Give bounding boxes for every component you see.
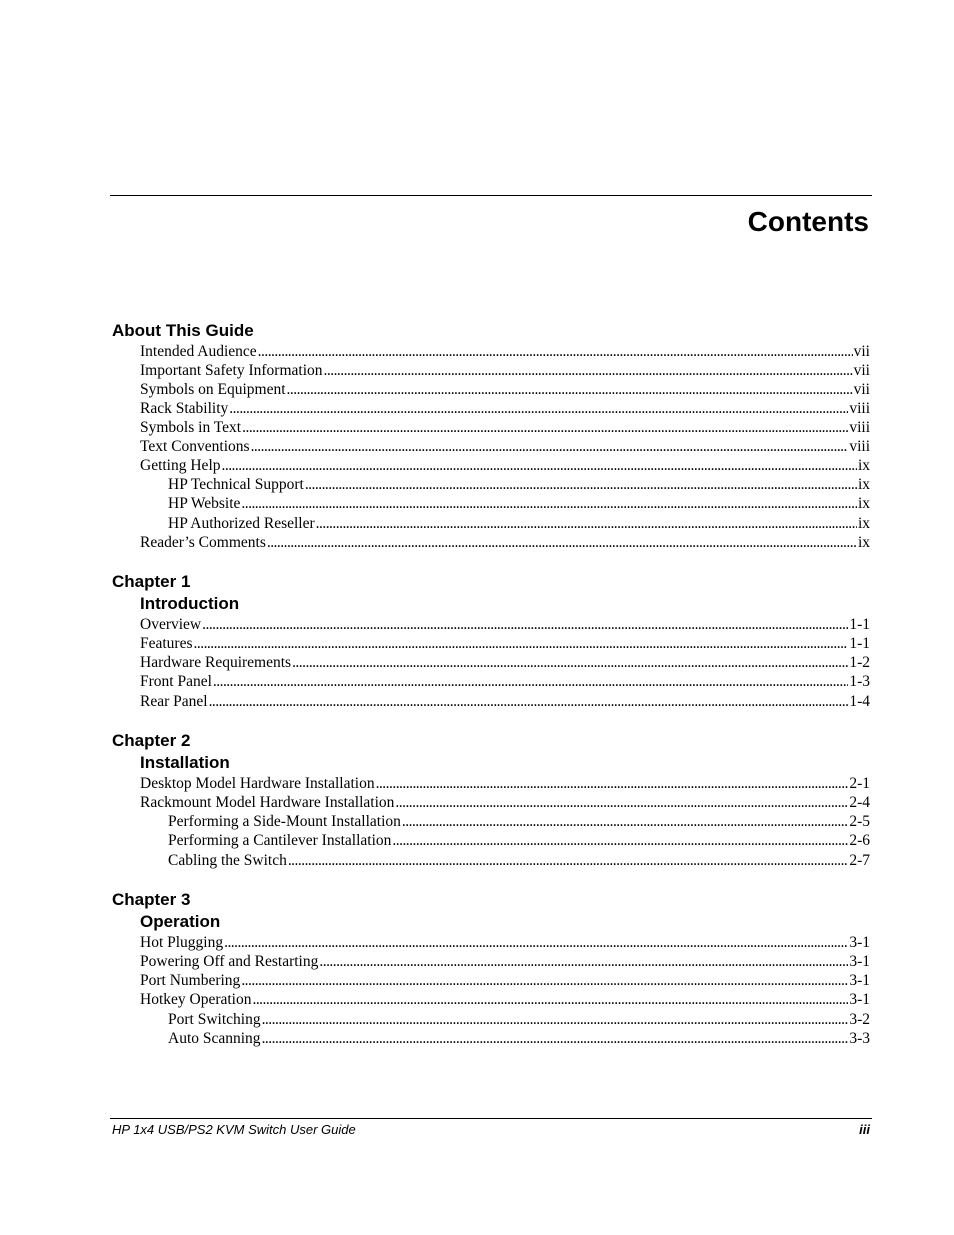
toc-entry-label: Overview	[140, 616, 202, 633]
toc-entry-page: 2-4	[849, 794, 870, 811]
dot-leader	[202, 615, 848, 634]
toc-entry-page: 3-1	[849, 972, 870, 989]
toc-entry-page: ix	[857, 534, 870, 551]
toc-entry-page: 3-1	[849, 934, 870, 951]
dot-leader	[288, 851, 849, 870]
toc-entry-label: Hotkey Operation	[140, 991, 252, 1008]
toc-entry-label: Desktop Model Hardware Installation	[140, 775, 375, 792]
toc-entry-label: Rear Panel	[140, 693, 208, 710]
toc-entry-front-panel[interactable]	[140, 672, 870, 691]
toc-entry-label: Port Switching	[168, 1011, 261, 1028]
toc-entry-getting-help[interactable]	[140, 456, 870, 475]
dot-leader	[213, 672, 848, 691]
toc-entry-rack-stability[interactable]	[140, 399, 870, 418]
dot-leader	[252, 990, 848, 1009]
chapter-1-title: Introduction	[140, 594, 240, 613]
toc-entry-label: Performing a Side-Mount Installation	[168, 813, 401, 830]
footer-page-number: iii	[859, 1122, 870, 1137]
toc-entry-page: 2-7	[849, 852, 870, 869]
chapter-1-label: Chapter 1	[112, 572, 191, 591]
toc-entry-port-switching[interactable]	[168, 1010, 870, 1029]
toc-entry-label: Port Numbering	[140, 972, 241, 989]
toc-entry-desktop-model-hardware-installation[interactable]	[140, 774, 870, 793]
toc-entry-overview[interactable]	[140, 615, 870, 634]
toc-entry-label: Important Safety Information	[140, 362, 323, 379]
toc-entry-intended-audience[interactable]	[140, 342, 870, 361]
dot-leader	[194, 634, 849, 653]
page-title: Contents	[747, 206, 869, 237]
dot-leader	[242, 418, 848, 437]
toc-entry-page: viii	[849, 400, 870, 417]
toc-entry-hp-technical-support[interactable]	[168, 475, 870, 494]
toc-entry-label: Getting Help	[140, 457, 221, 474]
toc-entry-label: Features	[140, 635, 193, 652]
toc-entry-label: Hot Plugging	[140, 934, 224, 951]
toc-entry-symbols-on-equipment[interactable]	[140, 380, 870, 399]
toc-entry-features[interactable]	[140, 634, 870, 653]
dot-leader	[324, 361, 853, 380]
toc-entry-label: Text Conventions	[140, 438, 250, 455]
toc-entry-label: Symbols on Equipment	[140, 381, 286, 398]
dot-leader	[402, 812, 848, 831]
toc-entry-page: 1-4	[849, 693, 870, 710]
toc-entry-side-mount-installation[interactable]	[168, 812, 870, 831]
toc-entry-label: Cabling the Switch	[168, 852, 287, 869]
toc-entry-label: Hardware Requirements	[140, 654, 292, 671]
toc-entry-hot-plugging[interactable]	[140, 933, 870, 952]
toc-entry-powering-off-and-restarting[interactable]	[140, 952, 870, 971]
toc-entry-rear-panel[interactable]	[140, 692, 870, 711]
toc-entry-label: Rackmount Model Hardware Installation	[140, 794, 395, 811]
dot-leader	[241, 494, 857, 513]
toc-entry-symbols-in-text[interactable]	[140, 418, 870, 437]
dot-leader	[258, 342, 853, 361]
toc-entry-readers-comments[interactable]	[140, 533, 870, 552]
toc-entry-label: HP Authorized Reseller	[168, 515, 315, 532]
toc-entry-hp-website[interactable]	[168, 494, 870, 513]
toc-entry-page: ix	[857, 476, 870, 493]
dot-leader	[316, 514, 857, 533]
toc-entry-port-numbering[interactable]	[140, 971, 870, 990]
toc-entry-hotkey-operation[interactable]	[140, 990, 870, 1009]
toc-entry-page: ix	[857, 457, 870, 474]
toc-entry-label: Performing a Cantilever Installation	[168, 832, 392, 849]
toc-entry-page: 3-2	[849, 1011, 870, 1028]
toc-entry-label: HP Technical Support	[168, 476, 304, 493]
dot-leader	[251, 437, 849, 456]
dot-leader	[319, 952, 848, 971]
toc-entry-text-conventions[interactable]	[140, 437, 870, 456]
chapter-3-title: Operation	[140, 912, 221, 931]
dot-leader	[305, 475, 857, 494]
toc-entry-page: vii	[853, 381, 870, 398]
toc-entry-auto-scanning[interactable]	[168, 1029, 870, 1048]
toc-entry-label: Intended Audience	[140, 343, 257, 360]
toc-entry-cabling-the-switch[interactable]	[168, 851, 870, 870]
dot-leader	[262, 1010, 849, 1029]
toc-entry-page: viii	[849, 419, 870, 436]
toc-entry-page: 1-2	[849, 654, 870, 671]
toc-entry-page: 3-1	[849, 991, 870, 1008]
toc-entry-page: ix	[857, 515, 870, 532]
toc-entry-page: 2-1	[849, 775, 870, 792]
dot-leader	[262, 1029, 849, 1048]
toc-entry-page: 3-3	[849, 1030, 870, 1047]
footer-document-title: HP 1x4 USB/PS2 KVM Switch User Guide	[112, 1122, 356, 1137]
toc-entry-page: 3-1	[849, 953, 870, 970]
dot-leader	[292, 653, 848, 672]
chapter-2-title: Installation	[140, 753, 230, 772]
toc-entry-page: 1-1	[849, 616, 870, 633]
toc-entry-label: HP Website	[168, 495, 241, 512]
toc-entry-label: Rack Stability	[140, 400, 229, 417]
footer-rule	[110, 1118, 872, 1119]
toc-entry-page: viii	[849, 438, 870, 455]
dot-leader	[224, 933, 848, 952]
dot-leader	[287, 380, 853, 399]
toc-entry-label: Auto Scanning	[168, 1030, 261, 1047]
chapter-2-label: Chapter 2	[112, 731, 191, 750]
toc-entry-rackmount-model-hardware-installation[interactable]	[140, 793, 870, 812]
dot-leader	[267, 533, 857, 552]
toc-entry-page: 2-6	[849, 832, 870, 849]
toc-entry-page: ix	[857, 495, 870, 512]
dot-leader	[376, 774, 849, 793]
dot-leader	[392, 831, 848, 850]
dot-leader	[395, 793, 848, 812]
toc-entry-label: Front Panel	[140, 673, 212, 690]
section-heading-about: About This Guide	[112, 321, 254, 340]
toc-entry-hp-authorized-reseller[interactable]	[168, 514, 870, 533]
chapter-3-label: Chapter 3	[112, 890, 191, 909]
top-rule	[110, 195, 872, 196]
toc-entry-cantilever-installation[interactable]	[168, 831, 870, 850]
dot-leader	[222, 456, 857, 475]
toc-entry-hardware-requirements[interactable]	[140, 653, 870, 672]
toc-entry-label: Reader’s Comments	[140, 534, 266, 551]
dot-leader	[209, 692, 849, 711]
toc-entry-page: 1-3	[849, 673, 870, 690]
toc-entry-important-safety-information[interactable]	[140, 361, 870, 380]
toc-entry-page: vii	[853, 362, 870, 379]
toc-entry-page: 2-5	[849, 813, 870, 830]
toc-entry-page: vii	[853, 343, 870, 360]
toc-entry-label: Powering Off and Restarting	[140, 953, 319, 970]
toc-entry-label: Symbols in Text	[140, 419, 242, 436]
toc-entry-page: 1-1	[849, 635, 870, 652]
dot-leader	[241, 971, 848, 990]
dot-leader	[229, 399, 848, 418]
